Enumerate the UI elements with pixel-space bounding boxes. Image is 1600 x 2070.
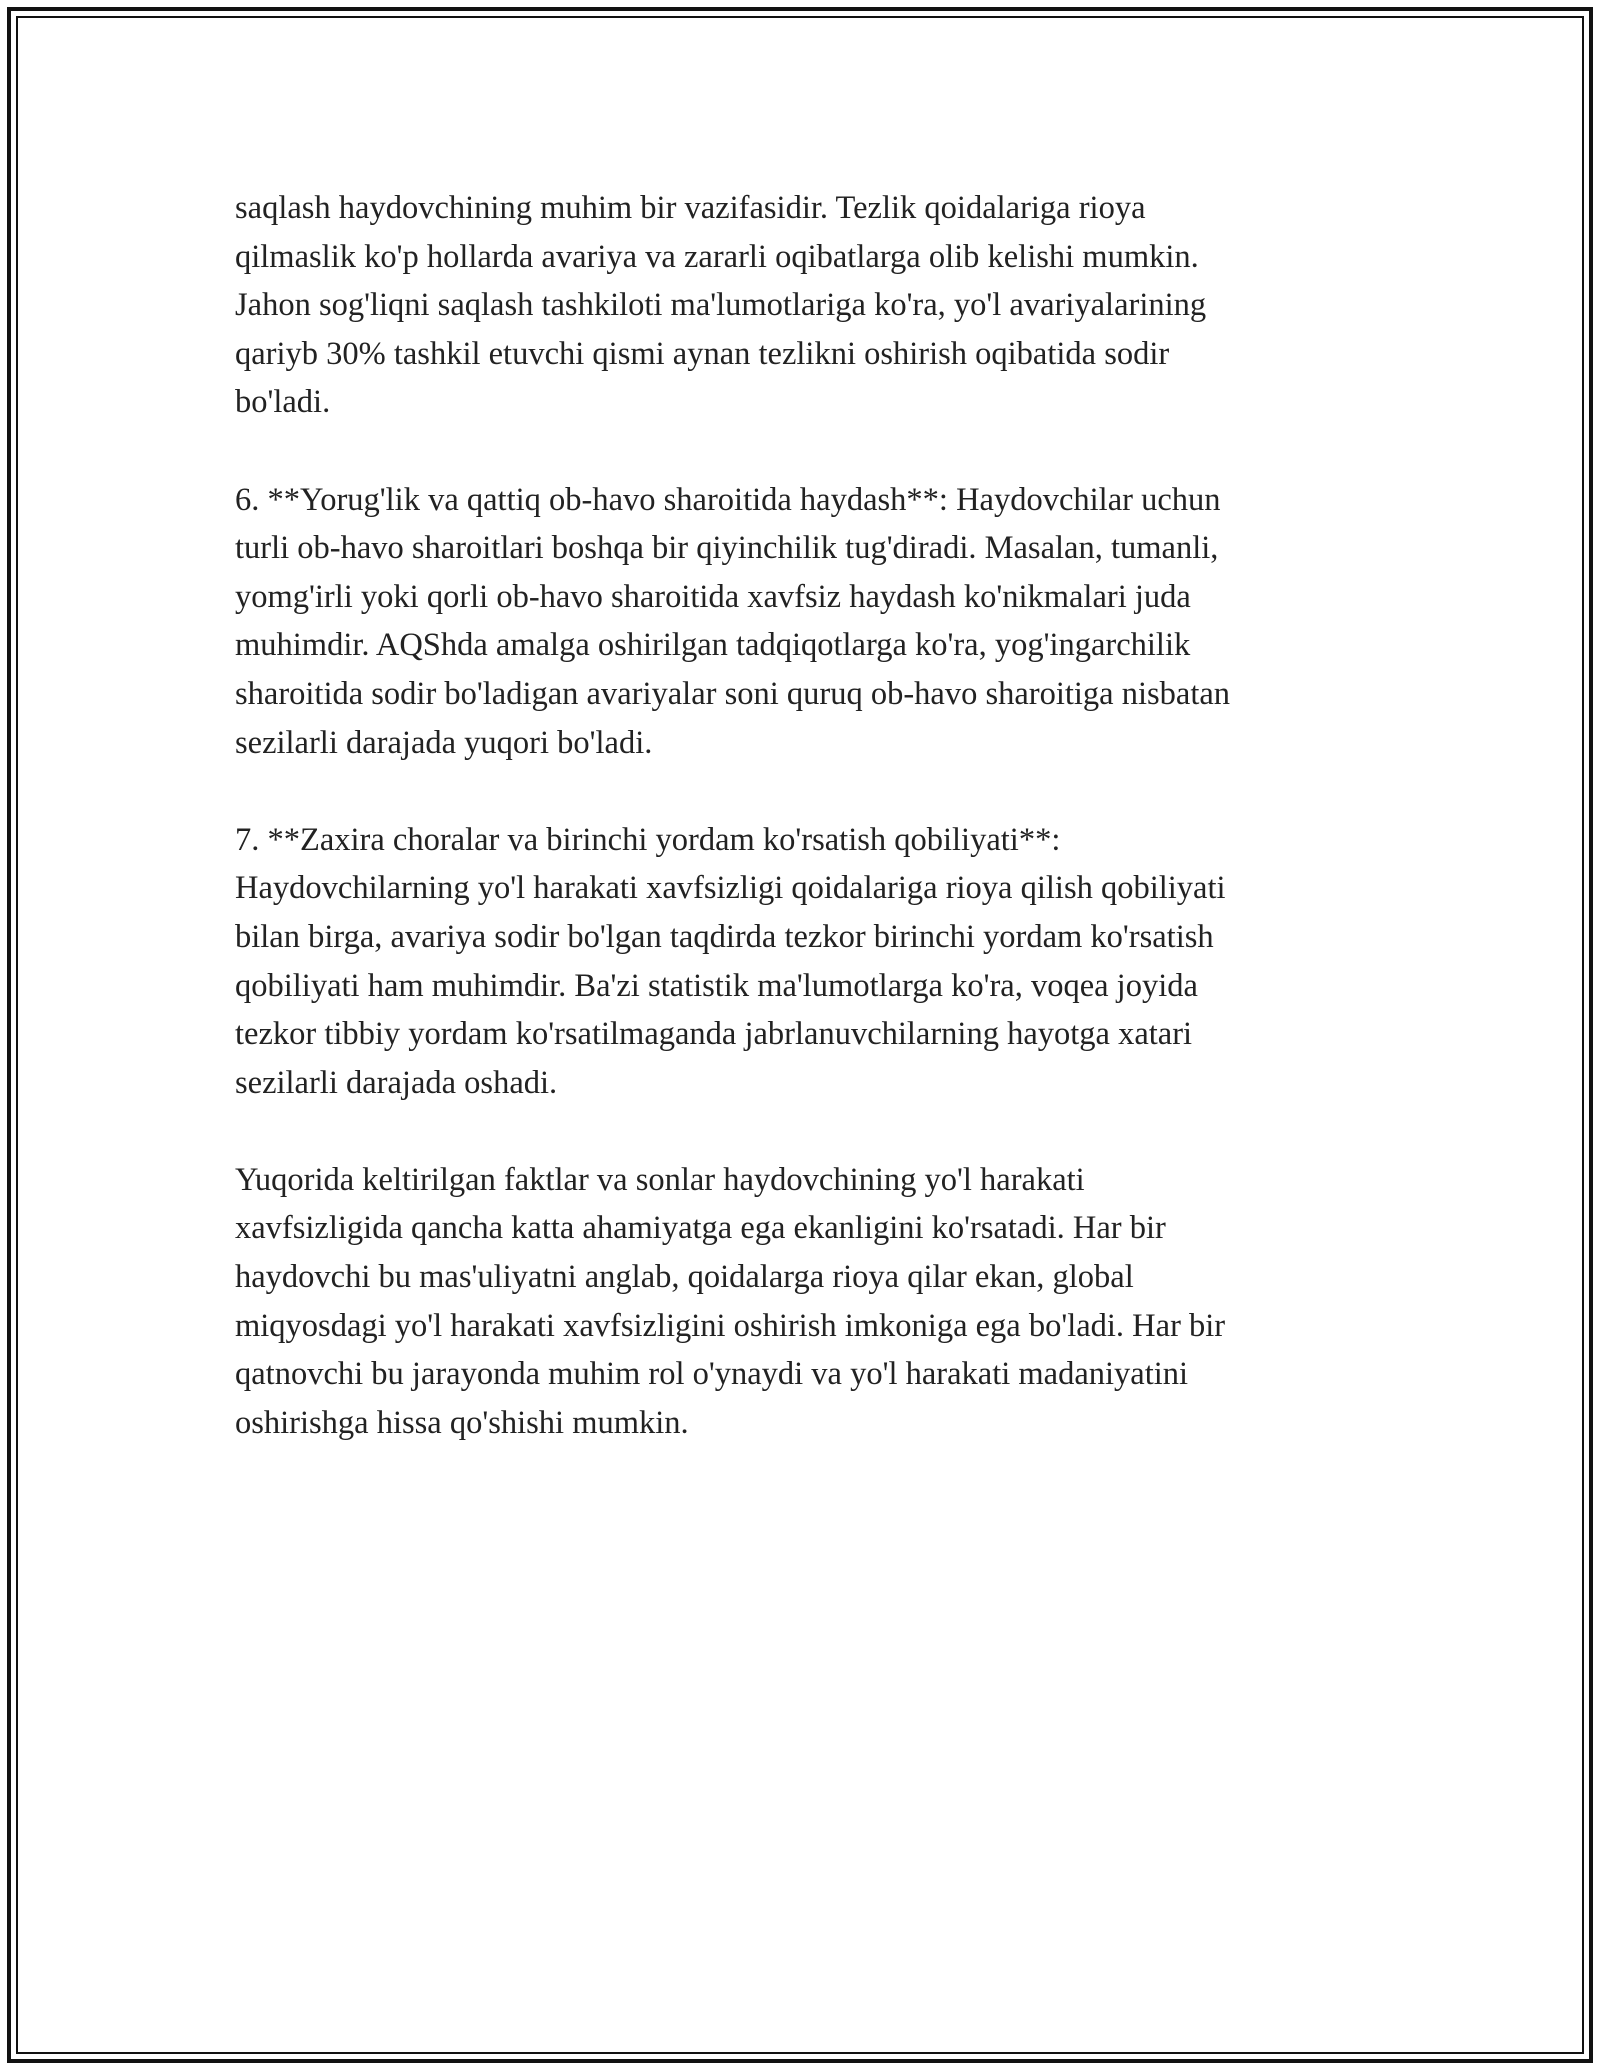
paragraph-weather-driving: 6. **Yorug'lik va qattiq ob-havo sharoitida haydash**: Haydovchilar uchun turli ob-havo sharoitlari boshqa bir qiyinchilik tug'diradi. Masalan, tumanli, yomg'irli yoki qorli ob-havo sharoitida xavfsiz haydash ko'nikmalari juda muhimdir. AQShda amalga oshirilgan tadqiqotlarga ko'ra, yog'ingarchilik sharoitida sodir bo'ladigan avariyalar soni quruq ob-havo sharoitiga nisbatan sezilarli darajada yuqori bo'ladi. xyxy=(235,481,1231,761)
paragraph-speed-rules: saqlash haydovchining muhim bir vazifasidir. Tezlik qoidalariga rioya qilmaslik ko'p hollarda avariya va zararli oqibatlarga olib kelishi mumkin. Jahon sog'liqni saqlash tashkiloti ma'lumotlariga ko'ra, yo'l avariyalarining qariyb 30% tashkil etuvchi qismi aynan tezlikni oshirish oqibatida sodir bo'ladi. xyxy=(235,190,1207,421)
document-body xyxy=(235,184,1375,1496)
paragraph-conclusion: Yuqorida keltirilgan faktlar va sonlar haydovchining yo'l harakati xavfsizligida qancha katta ahamiyatga ega ekanligini ko'rsatadi. Har bir haydovchi bu mas'uliyatni anglab, qoidalarga rioya qilar ekan, global miqyosdagi yo'l harakati xavfsizligini oshirish imkoniga ega bo'ladi. Har bir qatnovchi bu jarayonda muhim rol o'ynaydi va yo'l harakati madaniyatini oshirishga hissa qo'shishi mumkin. xyxy=(235,1161,1226,1441)
paragraph-first-aid: 7. **Zaxira choralar va birinchi yordam ko'rsatish qobiliyati**: Haydovchilarning yo'l harakati xavfsizligi qoidalariga rioya qilish qobiliyati bilan birga, avariya sodir bo'lgan taqdirda tezkor birinchi yordam ko'rsatish qobiliyati ham muhimdir. Ba'zi statistik ma'lumotlarga ko'ra, voqea joyida tezkor tibbiy yordam ko'rsatilmaganda jabrlanuvchilarning hayotga xatari sezilarli darajada oshadi. xyxy=(235,821,1226,1101)
